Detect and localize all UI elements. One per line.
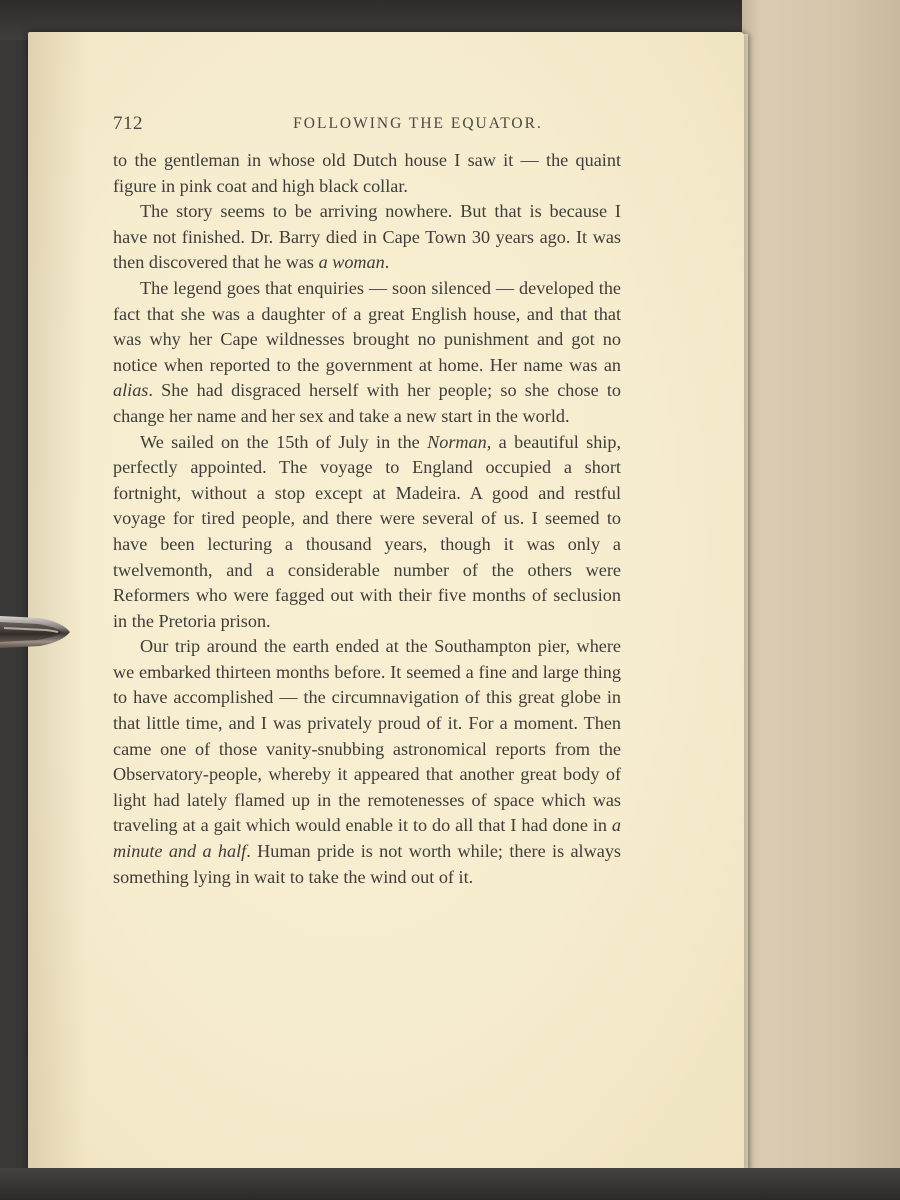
italic-text: Norman (427, 431, 487, 452)
text-segment: The story seems to be arriving nowhere. But that is because I have not finished. Dr. Barry died in Cape Town 30 years ago. It was then discovered that he was (113, 201, 621, 273)
gutter-shadow (28, 32, 88, 1172)
running-head (113, 113, 621, 139)
text-segment: . She had disgraced herself with her people; so she chose to change her name and her sex and take a new start in the world. (113, 380, 621, 426)
italic-text: a minute and a half (113, 815, 621, 862)
text-segment: , a beautiful ship, perfectly appointed. The voyage to England occupied a short fortnight, without a stop except at Madeira. A good and restful voyage for tired people, and there were several of us. I seemed to have been lecturing a thousand years, though it was only a twelvemonth, and a considerable number of the others were Reformers who were fagged out with their five months of seclusion in the Pretoria prison. (113, 431, 621, 631)
paragraph (113, 148, 621, 199)
paragraph (113, 276, 621, 430)
page-number: 712 (113, 113, 143, 134)
book-back-cover (742, 0, 900, 1200)
text-segment: . (384, 252, 390, 273)
paragraph (113, 430, 621, 635)
paragraph (113, 199, 621, 276)
italic-text: alias (113, 380, 149, 401)
body-text (113, 148, 621, 890)
text-segment: to the gentleman in whose old Dutch house I saw it — the quaint figure in pink coat and high black collar. (113, 150, 621, 196)
running-title: FOLLOWING THE EQUATOR. (293, 115, 543, 132)
bookmark-clip-icon (0, 608, 72, 654)
text-segment: . Human pride is not worth while; there is always something lying in wait to take the wind out of it. (113, 841, 621, 887)
desk-background-bottom (0, 1168, 900, 1200)
paragraph (113, 634, 621, 890)
text-segment: The legend goes that enquiries — soon silenced — developed the fact that she was a daughter of a great English house, and that that was why her Cape wildnesses brought no punishment and got no notice when reported to the government at home. Her name was an (113, 277, 621, 375)
text-segment: Our trip around the earth ended at the Southampton pier, where we embarked thirteen months before. It seemed a fine and large thing to have accomplished — the circumnavigation of this great globe in that little time, and I was privately proud of it. For a moment. Then came one of those vanity-snubbing astronomical reports from the Observatory-people, whereby it appeared that another great body of light had lately flamed up in the remotenesses of space which was traveling at a gait which would enable it to do all that I had done in (113, 636, 621, 836)
italic-text: a woman (318, 252, 385, 273)
text-segment: We sailed on the 15th of July in the (140, 431, 428, 452)
